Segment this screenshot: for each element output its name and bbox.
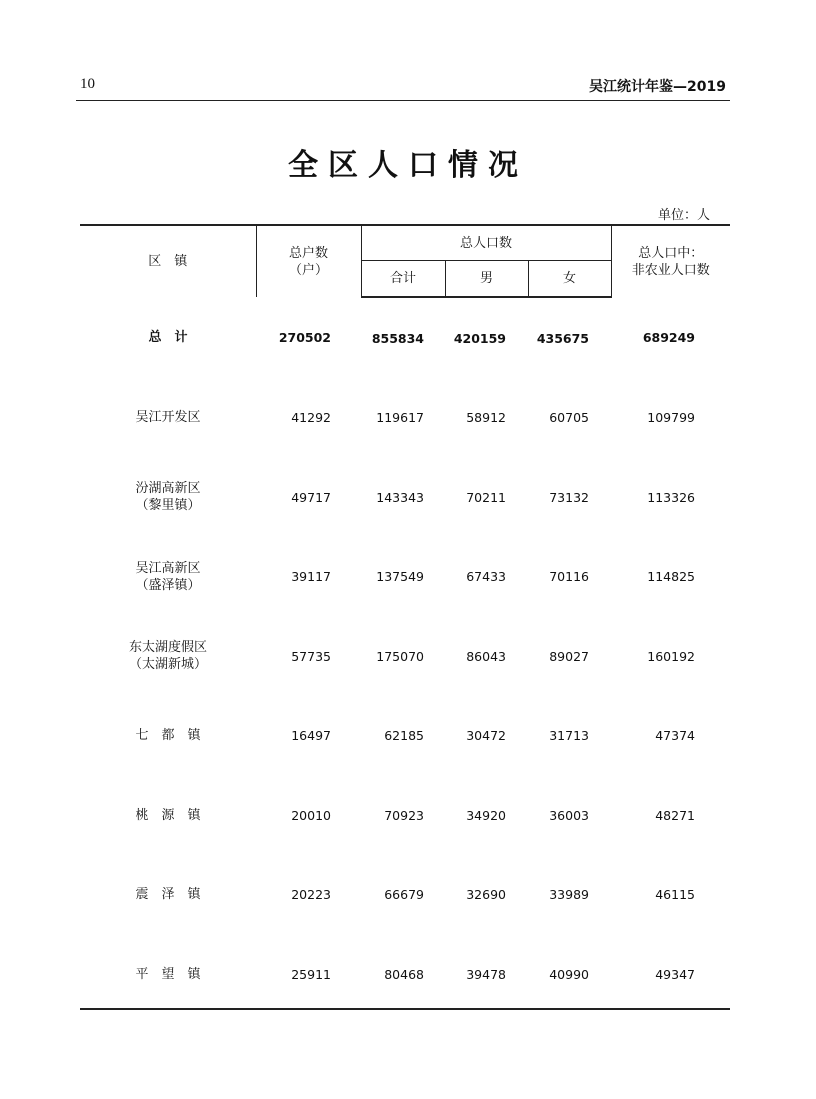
- header-rule: [76, 100, 730, 101]
- col-header-population-group: 总人口数: [361, 225, 611, 261]
- cell-total: 119617: [376, 410, 424, 426]
- table-row: [80, 458, 730, 538]
- table-row: [80, 776, 730, 856]
- cell-households: 25911: [291, 966, 331, 982]
- cell-households: 270502: [278, 330, 331, 345]
- cell-female: 60705: [549, 410, 589, 426]
- cell-male: 58912: [466, 410, 506, 426]
- table-row: [80, 935, 730, 1015]
- district-name-line: 平 望 镇: [135, 966, 201, 982]
- district-name-line: 东太湖度假区: [128, 640, 207, 656]
- district-name-line: （黎里镇）: [135, 498, 201, 514]
- cell-total: 66679: [384, 887, 424, 903]
- col-header-households: 总户数 （户）: [256, 225, 361, 297]
- cell-male: 39478: [466, 966, 506, 982]
- cell-non-agri: 109799: [647, 410, 695, 426]
- cell-total: 855834: [371, 330, 424, 346]
- district-name: [80, 855, 256, 935]
- cell-households: 39117: [291, 569, 331, 585]
- cell-households: 16497: [291, 728, 331, 744]
- cell-female: 40990: [549, 966, 589, 982]
- book-title: 吴江统计年鉴—2019: [589, 79, 726, 95]
- district-name: [80, 458, 256, 538]
- district-name: [80, 617, 256, 697]
- cell-female: 435675: [536, 330, 589, 346]
- cell-non-agri: 46115: [655, 887, 695, 903]
- district-name: [80, 935, 256, 1015]
- page-title: 全区人口情况: [288, 148, 528, 183]
- cell-total: 80468: [384, 966, 424, 982]
- district-name: [80, 378, 256, 458]
- table-row: [80, 855, 730, 935]
- cell-non-agri: 47374: [655, 728, 695, 744]
- table-row: [80, 297, 730, 378]
- col-header-female: 女: [528, 261, 611, 298]
- cell-households: 20223: [291, 887, 331, 903]
- cell-male: 420159: [453, 330, 506, 346]
- cell-male: 86043: [466, 648, 506, 664]
- district-name: [80, 776, 256, 856]
- cell-female: 73132: [549, 489, 589, 505]
- table-row: [80, 696, 730, 776]
- table-row: [80, 617, 730, 697]
- cell-total: 62185: [384, 728, 424, 744]
- cell-total: 143343: [376, 489, 424, 505]
- district-name-line: 总 计: [148, 330, 188, 345]
- population-table: [80, 224, 730, 1014]
- cell-male: 34920: [466, 807, 506, 823]
- cell-non-agri: 48271: [655, 807, 695, 823]
- table-row: [80, 378, 730, 458]
- table-bottom-rule: [80, 1008, 730, 1010]
- district-name-line: 汾湖高新区: [135, 481, 201, 497]
- district-name-line: （太湖新城）: [128, 657, 207, 673]
- col-header-non-agri: 总人口中： 非农业人口数: [611, 225, 730, 297]
- cell-male: 32690: [466, 887, 506, 903]
- cell-female: 31713: [549, 728, 589, 744]
- cell-households: 41292: [291, 410, 331, 426]
- col-header-district: 区 镇: [80, 225, 256, 297]
- unit-label: 单位：人: [657, 208, 710, 223]
- cell-total: 175070: [376, 648, 424, 664]
- cell-male: 70211: [466, 489, 506, 505]
- district-name: [80, 537, 256, 617]
- cell-total: 137549: [376, 569, 424, 585]
- cell-non-agri: 160192: [647, 648, 695, 664]
- district-name: [80, 696, 256, 776]
- cell-male: 30472: [466, 728, 506, 744]
- cell-households: 20010: [291, 807, 331, 823]
- district-name-line: 七 都 镇: [135, 728, 201, 744]
- district-name-line: 吴江开发区: [135, 410, 201, 426]
- cell-non-agri: 689249: [642, 330, 695, 345]
- district-name-line: 桃 源 镇: [135, 807, 201, 823]
- cell-male: 67433: [466, 569, 506, 585]
- district-name-line: （盛泽镇）: [135, 577, 201, 593]
- cell-total: 70923: [384, 807, 424, 823]
- col-header-total: 合计: [361, 261, 445, 298]
- cell-female: 70116: [549, 569, 589, 585]
- page-number: 10: [80, 76, 95, 92]
- cell-non-agri: 113326: [647, 489, 695, 505]
- cell-female: 89027: [549, 648, 589, 664]
- cell-female: 33989: [549, 887, 589, 903]
- cell-non-agri: 114825: [647, 569, 695, 585]
- table-row: [80, 537, 730, 617]
- table-body: [80, 297, 730, 1014]
- col-header-male: 男: [445, 261, 528, 298]
- cell-households: 49717: [291, 489, 331, 505]
- cell-households: 57735: [291, 648, 331, 664]
- cell-non-agri: 49347: [655, 966, 695, 982]
- cell-female: 36003: [549, 807, 589, 823]
- district-name: [80, 297, 256, 378]
- district-name-line: 吴江高新区: [135, 560, 201, 576]
- district-name-line: 震 泽 镇: [135, 887, 201, 903]
